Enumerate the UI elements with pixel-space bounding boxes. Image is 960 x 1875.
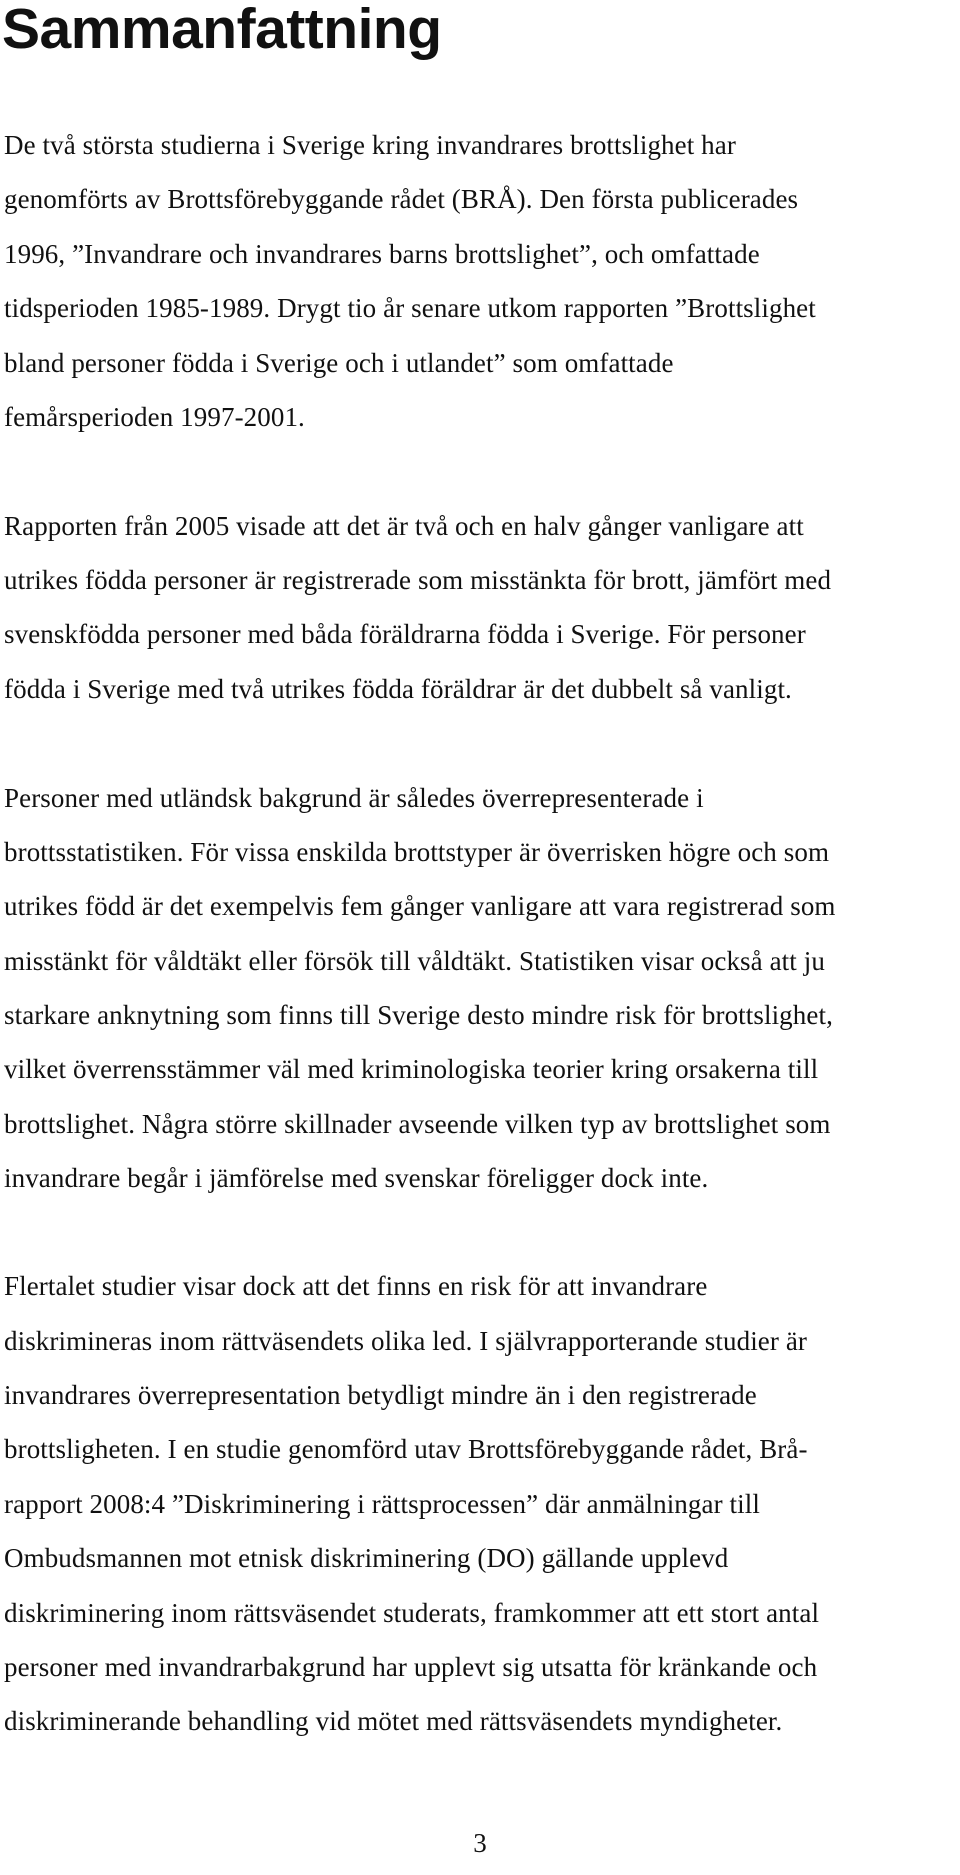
paragraph-line: femårsperioden 1997-2001. [4,402,305,432]
paragraph-line: invandrare begår i jämförelse med svenskar föreligger dock inte. [4,1163,709,1193]
paragraph-line: misstänkt för våldtäkt eller försök till våldtäkt. Statistiken visar också att ju [4,946,825,976]
paragraph-line: Flertalet studier visar dock att det finns en risk för att invandrare [4,1271,708,1301]
paragraph-line: diskriminerande behandling vid mötet med rättsväsendets myndigheter. [4,1706,783,1736]
paragraph-line: svenskfödda personer med båda föräldrarna födda i Sverige. För personer [4,619,806,649]
paragraph-line: födda i Sverige med två utrikes födda föräldrar är det dubbelt så vanligt. [4,674,792,704]
paragraph-line: 1996, ”Invandrare och invandrares barns brottslighet”, och omfattade [4,239,760,269]
paragraph-line: vilket överrensstämmer väl med kriminologiska teorier kring orsakerna till [4,1054,819,1084]
paragraph-line: brottsstatistiken. För vissa enskilda brottstyper är överrisken högre och som [4,837,830,867]
paragraph-line: invandrares överrepresentation betydligt mindre än i den registrerade [4,1380,757,1410]
paragraph-line: bland personer födda i Sverige och i utlandet” som omfattade [4,348,674,378]
paragraph-line: genomförts av Brottsförebyggande rådet (BRÅ). Den första publicerades [4,184,799,214]
paragraph-line: Ombudsmannen mot etnisk diskriminering (DO) gällande upplevd [4,1543,729,1573]
paragraph-line: Rapporten från 2005 visade att det är två och en halv gånger vanligare att [4,511,804,541]
paragraph-line: diskrimineras inom rättväsendets olika led. I självrapporterande studier är [4,1326,807,1356]
paragraph-line: tidsperioden 1985-1989. Drygt tio år senare utkom rapporten ”Brottslighet [4,293,816,323]
paragraph-line: De två största studierna i Sverige kring invandrares brottslighet har [4,130,736,160]
paragraph-line: brottslighet. Några större skillnader avseende vilken typ av brottslighet som [4,1109,831,1139]
paragraph-line: diskriminering inom rättsväsendet studerats, framkommer att ett stort antal [4,1598,820,1628]
paragraph-line: rapport 2008:4 ”Diskriminering i rättsprocessen” där anmälningar till [4,1489,760,1519]
paragraph-line: starkare anknytning som finns till Sverige desto mindre risk för brottslighet, [4,1000,833,1030]
paragraph-line: personer med invandrarbakgrund har upplevt sig utsatta för kränkande och [4,1652,818,1682]
page-title: Sammanfattning [2,0,442,61]
paragraph-line: utrikes född är det exempelvis fem gånger vanligare att vara registrerad som [4,891,836,921]
paragraph-line: utrikes födda personer är registrerade som misstänkta för brott, jämfört med [4,565,832,595]
paragraph-line: Personer med utländsk bakgrund är således överrepresenterade i [4,783,704,813]
page-number: 3 [473,1828,487,1858]
paragraph-line: brottsligheten. I en studie genomförd utav Brottsförebyggande rådet, Brå- [4,1434,808,1464]
